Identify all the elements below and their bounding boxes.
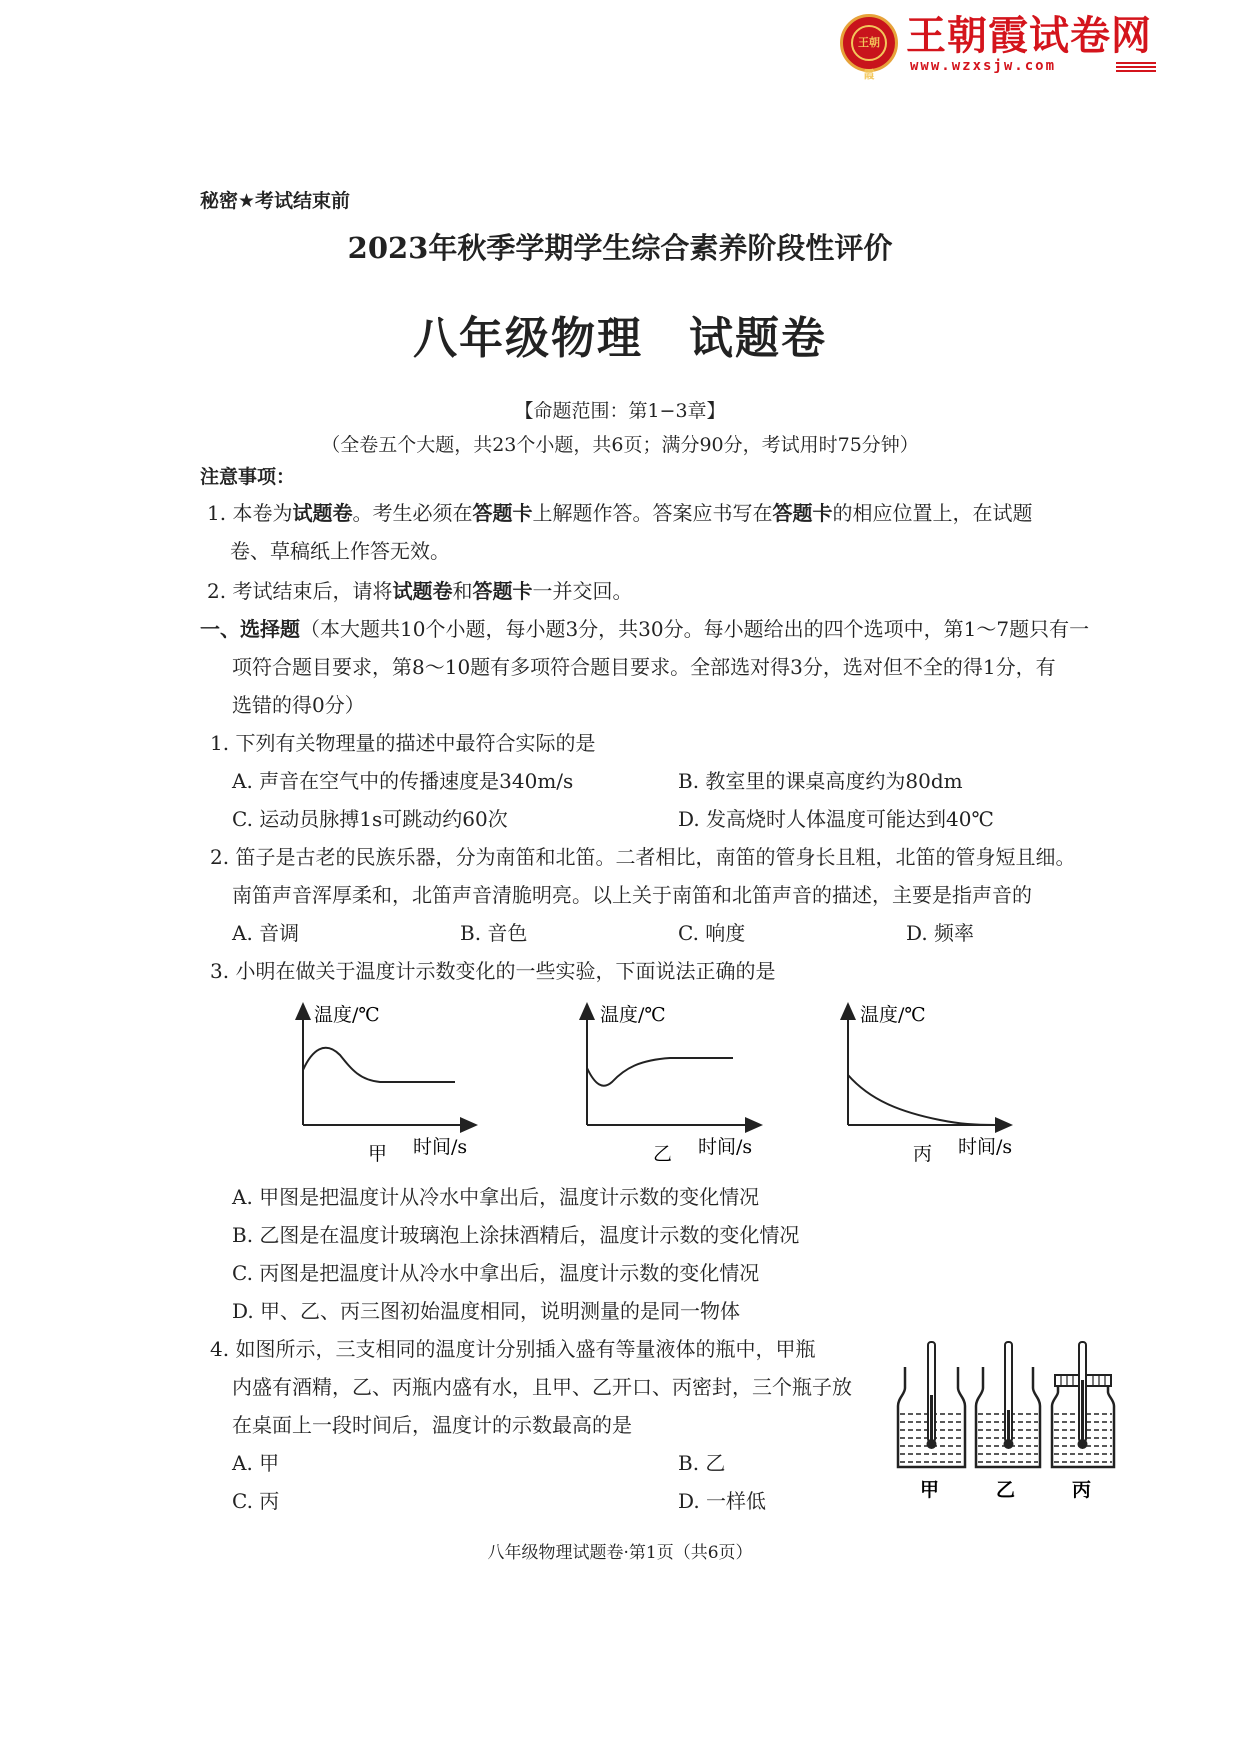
notice-bold: 答题卡 (472, 501, 533, 525)
logo-url: www.wzxsjw.com (910, 58, 1057, 74)
paper-title: 八年级物理 试题卷 (413, 313, 827, 364)
q3-option-d: D. 甲、乙、丙三图初始温度相同，说明测量的是同一物体 (232, 1299, 741, 1323)
exam-title: 2023年秋季学期学生综合素养阶段性评价 (347, 231, 893, 265)
notice-text: 和 (452, 579, 473, 603)
logo-badge-icon (840, 14, 898, 81)
q2-option-d: D. 频率 (906, 921, 975, 945)
site-logo (840, 13, 1160, 81)
graph-yi-curve (587, 1058, 733, 1086)
graph-yi-ylabel: 温度/℃ (600, 1004, 666, 1026)
logo-lines-icon (1116, 62, 1156, 72)
bottle-cap (1055, 1375, 1111, 1386)
notice-text: 一并交回。 (532, 579, 633, 603)
bottle-bing (1052, 1342, 1114, 1501)
q3-option-b: B. 乙图是在温度计玻璃泡上涂抹酒精后，温度计示数的变化情况 (232, 1223, 800, 1247)
logo-title: 王朝霞试卷网 (906, 13, 1152, 59)
q4-option-b: B. 乙 (678, 1451, 726, 1475)
q1-stem: 1. 下列有关物理量的描述中最符合实际的是 (210, 731, 596, 755)
graph-yi (587, 1004, 755, 1165)
thermometer-icon (928, 1342, 935, 1442)
bottle-yi (976, 1342, 1040, 1501)
notice-bold: 答题卡 (772, 501, 833, 525)
graph-jia-curve (303, 1048, 455, 1082)
section1-label: 一、选择题 (200, 617, 300, 641)
graph-bing-curve (848, 1075, 995, 1125)
bottle-jia-label: 甲 (920, 1479, 940, 1501)
q2-line2: 南笛声音浑厚柔和，北笛声音清脆明亮。以上关于南笛和北笛声音的描述，主要是指声音的 (232, 883, 1032, 907)
q3-option-c: C. 丙图是把温度计从冷水中拿出后，温度计示数的变化情况 (232, 1261, 760, 1285)
notice-text: 1. 本卷为 (207, 501, 293, 525)
q4-option-a: A. 甲 (232, 1451, 280, 1475)
q2-option-c: C. 响度 (678, 921, 746, 945)
graph-bing-name: 丙 (913, 1143, 933, 1165)
notice-item-1-cont: 卷、草稿纸上作答无效。 (230, 539, 450, 563)
graph-jia (303, 1004, 470, 1165)
q4-bottles-figure (898, 1342, 1114, 1501)
q2-option-a: A. 音调 (232, 921, 300, 945)
notice-bold: 试题卷 (392, 579, 453, 603)
notice-text: 上解题作答。答案应书写在 (532, 501, 773, 525)
page-footer: 八年级物理试题卷·第1页（共6页） (487, 1543, 753, 1563)
q4-line3: 在桌面上一段时间后，温度计的示数最高的是 (232, 1413, 632, 1437)
q1-option-d: D. 发高烧时人体温度可能达到40℃ (678, 807, 994, 831)
notice-heading: 注意事项： (200, 466, 296, 488)
graph-jia-ylabel: 温度/℃ (314, 1004, 380, 1026)
notice-text: 2. 考试结束后，请将 (207, 579, 393, 603)
bottle-yi-label: 乙 (996, 1479, 1016, 1501)
section1-line1: （本大题共10个小题，每小题3分，共30分。每小题给出的四个选项中，第1～7题只有一 (300, 617, 1090, 641)
notice-text: 的相应位置上，在试题 (832, 501, 1033, 525)
section1-line2: 项符合题目要求，第8～10题有多项符合题目要求。全部选对得3分，选对但不全的得1分，有 (232, 655, 1056, 679)
section1-line3: 选错的得0分） (232, 693, 365, 717)
q4-line2: 内盛有酒精，乙、丙瓶内盛有水，且甲、乙开口、丙密封，三个瓶子放 (232, 1375, 852, 1399)
notice-item-1 (207, 500, 1032, 526)
notice-bold: 答题卡 (472, 579, 533, 603)
q4-line1: 4. 如图所示，三支相同的温度计分别插入盛有等量液体的瓶中，甲瓶 (210, 1337, 816, 1361)
secret-label: 秘密★考试结束前 (200, 190, 351, 212)
section1-intro (200, 616, 1089, 642)
q2-line1: 2. 笛子是古老的民族乐器，分为南笛和北笛。二者相比，南笛的管身长且粗，北笛的管身短且细。 (210, 845, 1076, 869)
q1-option-a: A. 声音在空气中的传播速度是340m/s (232, 769, 574, 793)
q3-stem: 3. 小明在做关于温度计示数变化的一些实验，下面说法正确的是 (210, 959, 776, 983)
graph-bing-ylabel: 温度/℃ (860, 1004, 926, 1026)
graph-yi-name: 乙 (653, 1143, 673, 1165)
graph-yi-xlabel: 时间/s (698, 1136, 753, 1158)
bottle-bing-label: 丙 (1072, 1479, 1092, 1501)
graph-jia-name: 甲 (368, 1143, 388, 1165)
graph-bing (848, 1004, 1012, 1165)
q3-option-a: A. 甲图是把温度计从冷水中拿出后，温度计示数的变化情况 (232, 1185, 760, 1209)
notice-item-2 (207, 578, 632, 604)
notice-bold: 试题卷 (292, 501, 353, 525)
info-line: （全卷五个大题，共23个小题，共6页；满分90分，考试用时75分钟） (321, 434, 919, 456)
q1-option-c: C. 运动员脉搏1s可跳动约60次 (232, 807, 508, 831)
q1-option-b: B. 教室里的课桌高度约为80dm (678, 769, 963, 793)
graph-jia-xlabel: 时间/s (413, 1136, 468, 1158)
graph-bing-xlabel: 时间/s (958, 1136, 1013, 1158)
q4-option-d: D. 一样低 (678, 1489, 767, 1513)
thermometer-icon (1005, 1342, 1012, 1442)
logo-badge-text: 王朝霞 (851, 25, 887, 61)
thermometer-icon (1079, 1342, 1086, 1442)
scope-line: 【命题范围：第1−3章】 (514, 400, 726, 422)
bottle-jia (898, 1342, 965, 1501)
notice-text: 。考生必须在 (352, 501, 473, 525)
q2-option-b: B. 音色 (460, 921, 528, 945)
q4-option-c: C. 丙 (232, 1489, 280, 1513)
